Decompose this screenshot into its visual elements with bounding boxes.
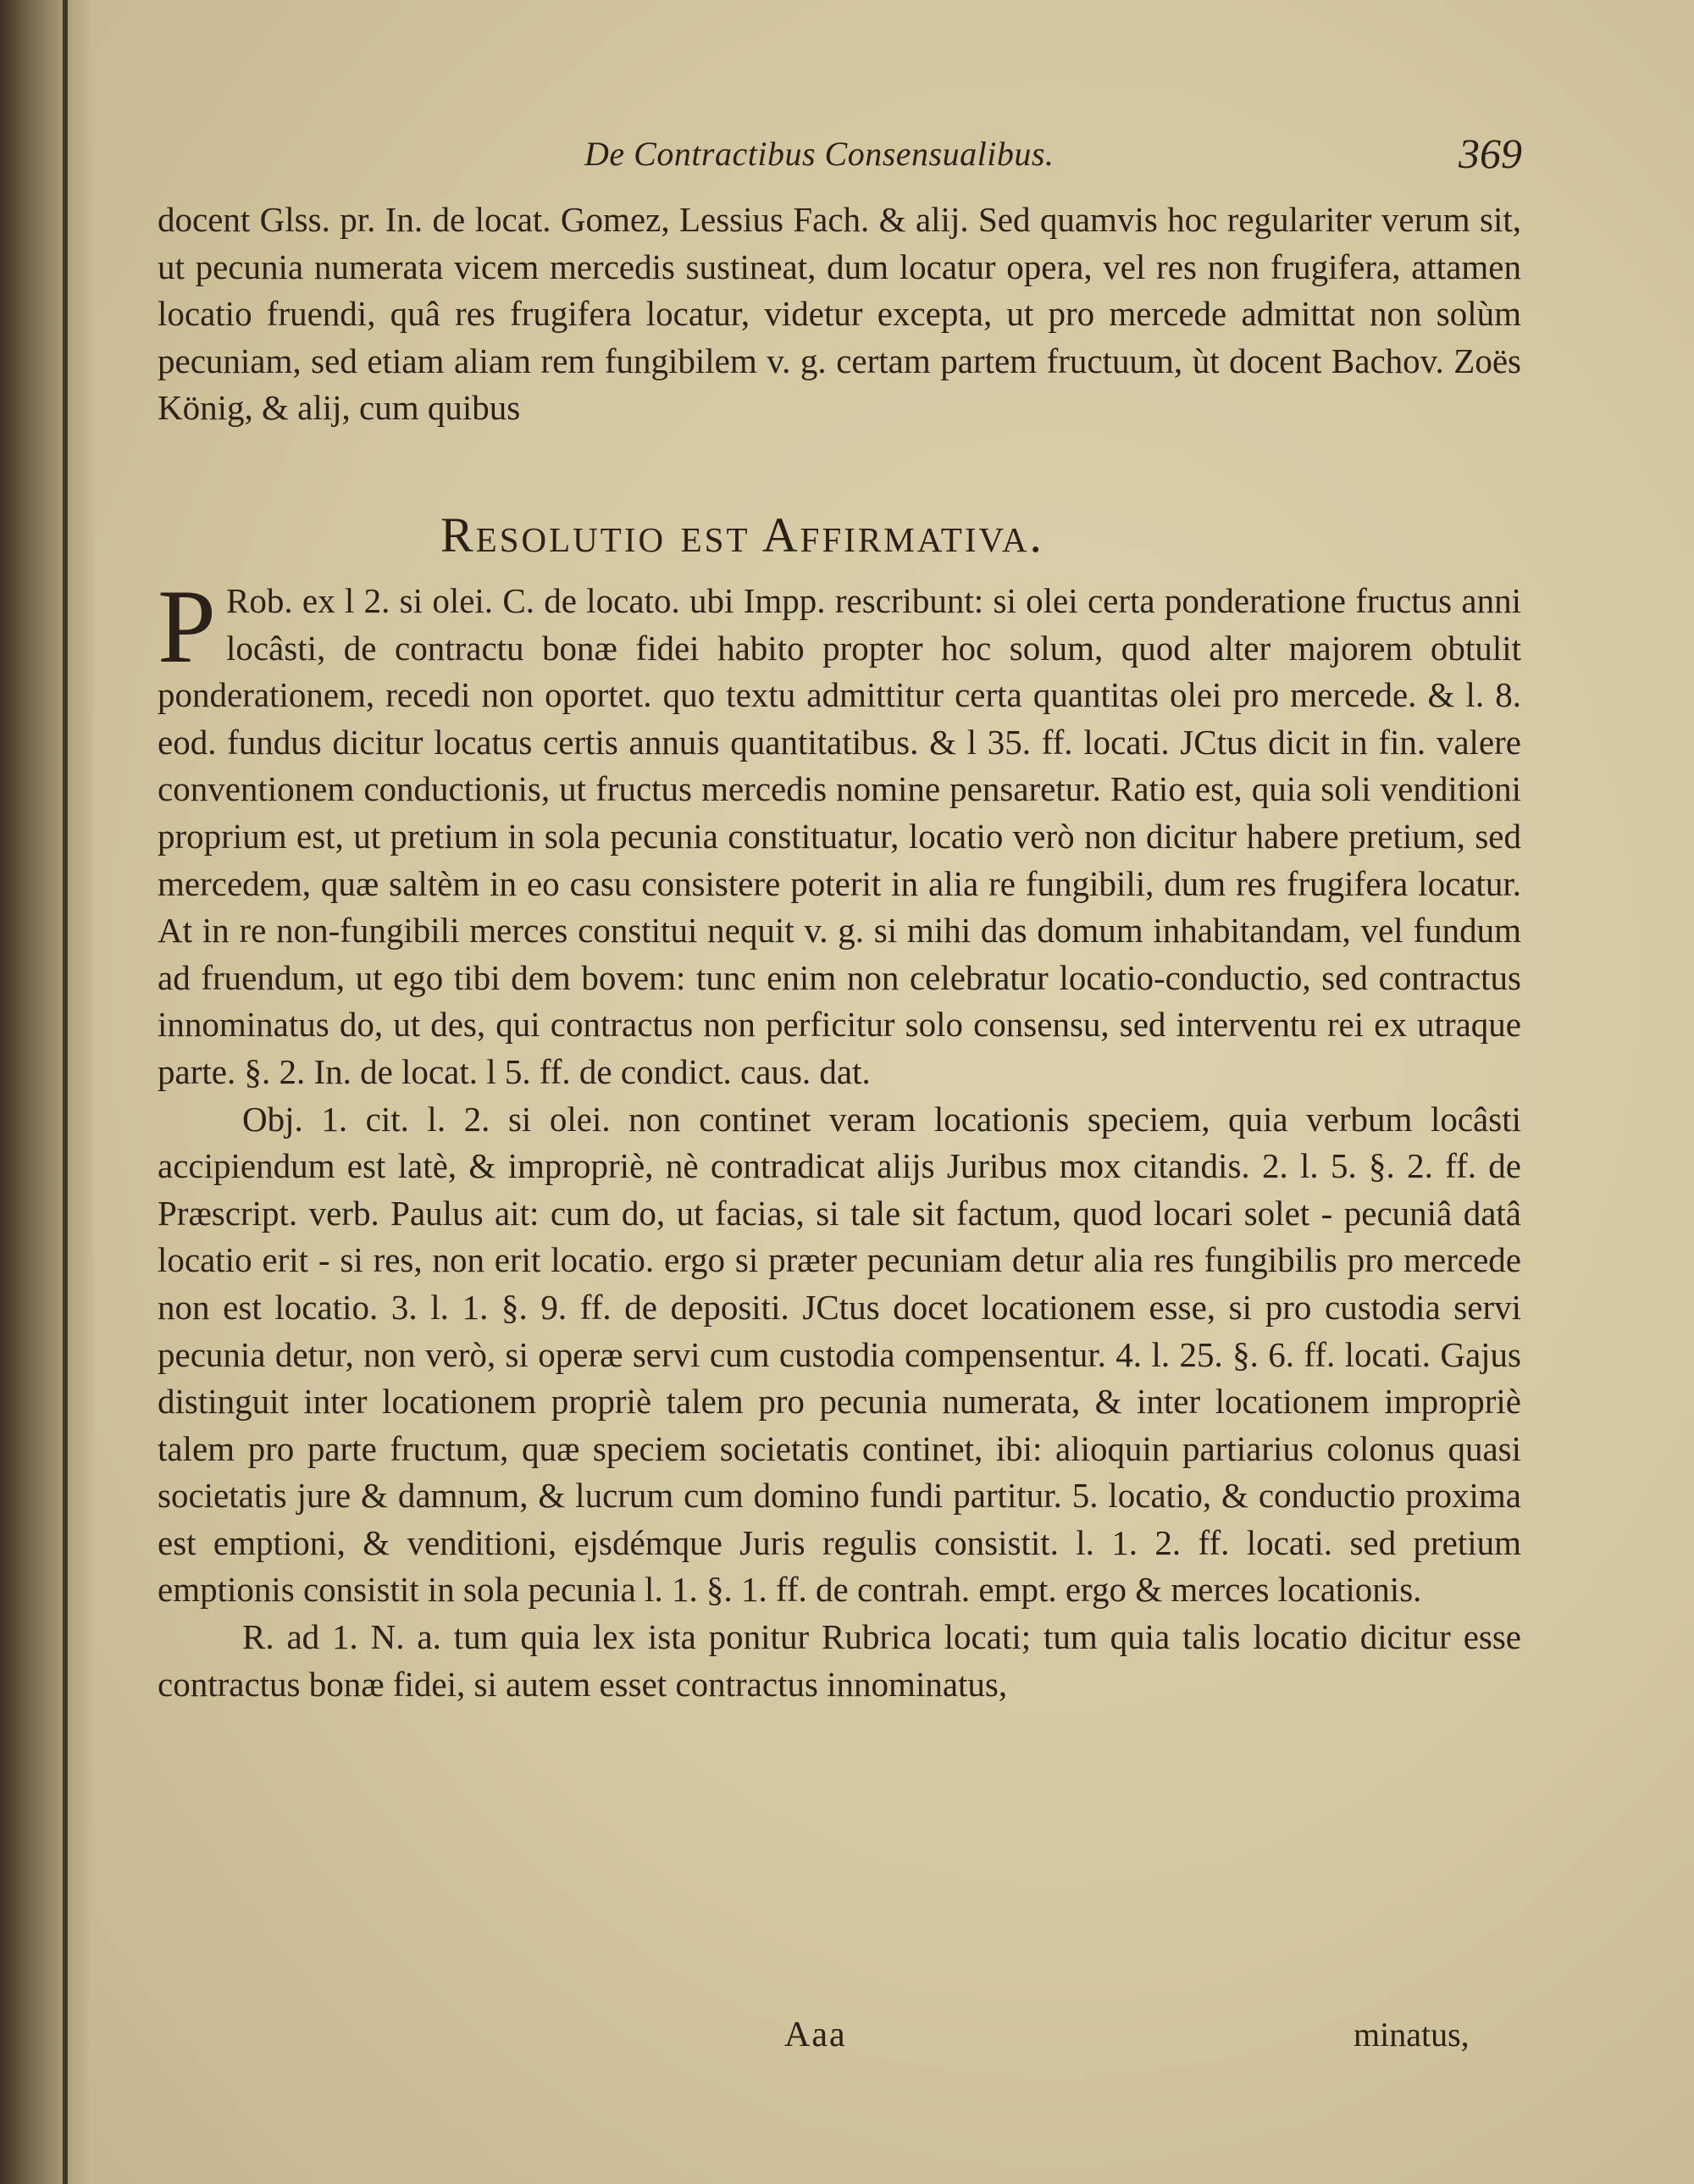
response-paragraph: R. ad 1. N. a. tum quia lex ista ponitur Rubrica locati; tum quia talis locatio dicitur esse contractus bonæ fidei, si autem esset contractus innominatus,	[158, 1617, 1521, 1704]
resolution-text: Rob. ex l 2. si olei. C. de locato. ubi Impp. rescribunt: si olei certa ponderatione fructus anni locâsti, de contractu bonæ fidei habito propter hoc solum, quod alter majorem obtulit ponderationem, recedi non oportet. quo textu admittitur certa quantitas olei pro mercede. & l. 8. eod. fundus dicitur locatus certis annuis quantitatibus. & l 35. ff. locati. JCtus dicit in fin. valere conventionem conductionis, ut fructus mercedis nomine pensaretur. Ratio est, quia soli venditioni proprium est, ut pretium in sola pecunia constituatur, locatio verò non dicitur habere pretium, sed mercedem, quæ saltèm in eo casu consistere poterit in alia re fungibili, dum res frugifera locatur. At in re non-fungibili merces constitui nequit v. g. si mihi das domum inhabitandam, vel fundum ad fruendum, ut ego tibi dem bovem: tunc enim non celebratur locatio-conductio, sed contractus innominatus do, ut des, qui contractus non perficitur solo consensu, sed interventu rei ex utraque parte. §. 2. In. de locat. l 5. ff. de condict. caus. dat.	[158, 581, 1521, 1091]
intro-paragraph	[158, 197, 1521, 432]
catchword: minatus,	[1354, 2015, 1470, 2054]
gutter-shadow	[63, 0, 68, 2184]
signature-mark: Aaa	[784, 2015, 847, 2054]
objections-paragraph: Obj. 1. cit. l. 2. si olei. non continet veram locationis speciem, quia verbum locâsti accipiendum est latè, & impropriè, nè contradicat alijs Juribus mox citandis. 2. l. 5. §. 2. ff. de Præscript. verb. Paulus ait: cum do, ut facias, si tale sit factum, quod locari solet - pecuniâ datâ locatio erit - si res, non erit locatio. ergo si præter pecuniam detur alia res fungibilis pro mercede non est locatio. 3. l. 1. §. 9. ff. de depositi. JCtus docet locationem esse, si pro custodia servi pecunia detur, non verò, si operæ servi cum custodia compensentur. 4. l. 25. §. 6. ff. locati. Gajus distinguit inter locationem propriè talem pro pecunia numerata, & inter locationem impropriè talem pro parte fructum, quæ speciem societatis continet, ibi: alioquin partiarius colonus quasi societatis jure & damnum, & lucrum cum domino fundi partitur. 5. locatio, & conductio proxima est emptioni, & venditioni, ejsdémque Juris regulis consistit. l. 1. 2. ff. locati. sed pretium emptionis consistit in sola pecunia l. 1. §. 1. ff. de contrah. empt. ergo & merces locationis.	[158, 1099, 1521, 1610]
running-title: De Contractibus Consensualibus.	[584, 135, 1055, 173]
section-heading: Resolutio est Affirmativa.	[440, 507, 1044, 563]
resolution-paragraph	[158, 568, 1521, 1096]
main-body	[158, 568, 1521, 1708]
intro-text: docent Glss. pr. In. de locat. Gomez, Lessius Fach. & alij. Sed quamvis hoc regulariter verum sit, ut pecunia numerata vicem mercedis sustineat, dum locatur opera, vel res non frugifera, attamen locatio fruendi, quâ res frugifera locatur, videtur excepta, ut pro mercede admittat non solùm pecuniam, sed etiam aliam rem fungibilem v. g. certam partem fructuum, ùt docent Bachov. Zoës König, & alij, cum quibus	[158, 200, 1521, 428]
book-binding	[0, 0, 93, 2184]
drop-cap: P	[158, 568, 216, 685]
page-number: 369	[1459, 130, 1522, 177]
